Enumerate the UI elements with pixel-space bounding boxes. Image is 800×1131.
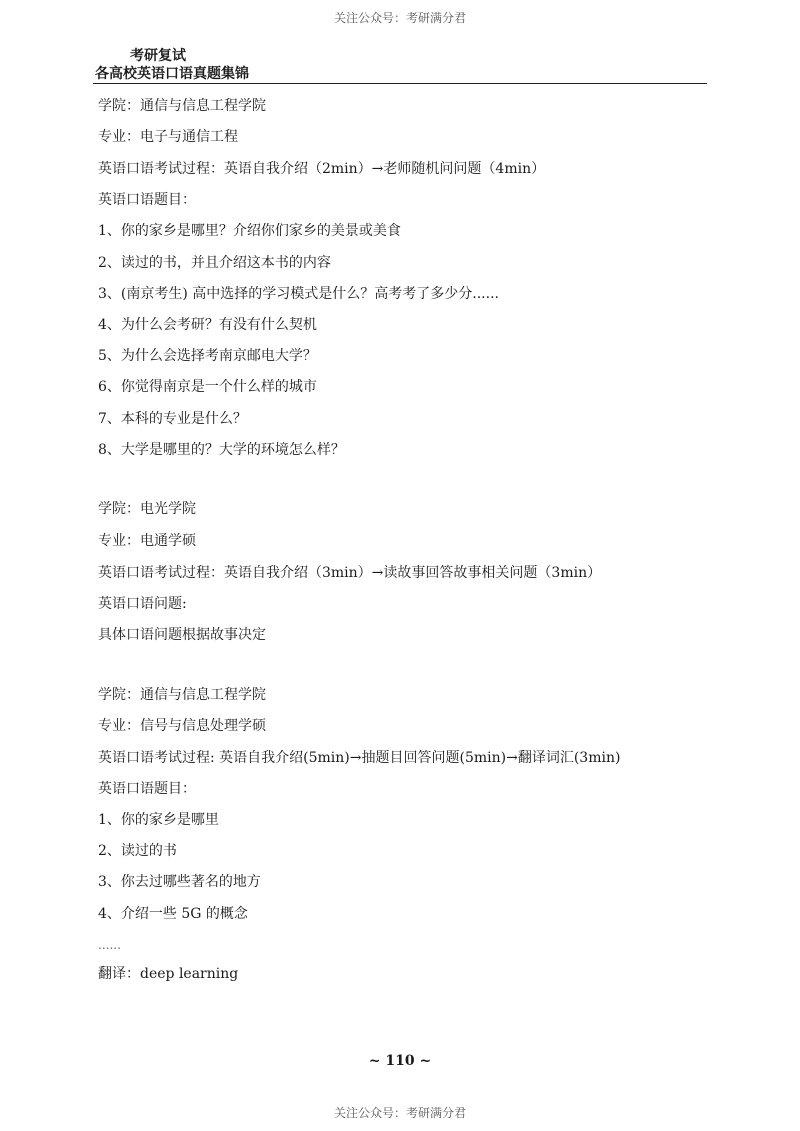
text-line: 专业：信号与信息处理学硕 <box>98 718 266 734</box>
footer-note: 关注公众号：考研满分君 <box>333 1106 466 1120</box>
list-item: 1、你的家乡是哪里？介绍你们家乡的美景或美食 <box>98 223 401 239</box>
list-item: 2、读过的书 <box>98 843 177 859</box>
doc-subtitle: 各高校英语口语真题集锦 <box>95 66 249 82</box>
ellipsis-line: ...... <box>98 938 121 952</box>
text-line: 英语口语题目： <box>98 781 196 797</box>
list-item: 3、(南京考生) 高中选择的学习模式是什么？高考考了多少分...... <box>98 286 499 302</box>
text-line: 翻译：deep learning <box>98 966 239 982</box>
text-line: 学院：通信与信息工程学院 <box>98 687 266 703</box>
list-item: 2、读过的书，并且介绍这本书的内容 <box>98 255 331 271</box>
text-line: 英语口语考试过程：英语自我介绍（3min）→读故事回答故事相关问题（3min） <box>98 565 602 581</box>
text-line: 具体口语问题根据故事决定 <box>98 627 266 643</box>
list-item: 5、为什么会选择考南京邮电大学？ <box>98 348 317 364</box>
text-line: 英语口语问题: <box>98 596 187 612</box>
list-item: 6、你觉得南京是一个什么样的城市 <box>98 379 317 395</box>
text-line: 学院：电光学院 <box>98 501 196 517</box>
text-line: 英语口语题目： <box>98 192 196 208</box>
page-number: ~ 110 ~ <box>368 1053 432 1069</box>
header-note: 关注公众号：考研满分君 <box>333 11 466 25</box>
list-item: 3、你去过哪些著名的地方 <box>98 874 261 890</box>
text-line: 专业：电子与通信工程 <box>98 129 238 145</box>
text-line: 英语口语考试过程: 英语自我介绍(5min)→抽题目回答问题(5min)→翻译词汇(3min) <box>98 750 621 766</box>
list-item: 1、你的家乡是哪里 <box>98 812 219 828</box>
list-item: 7、本科的专业是什么？ <box>98 411 247 427</box>
list-item: 8、大学是哪里的？大学的环境怎么样？ <box>98 442 345 458</box>
list-item: 4、为什么会考研？有没有什么契机 <box>98 317 317 333</box>
doc-title: 考研复试 <box>130 48 186 64</box>
text-line: 专业：电通学硕 <box>98 533 196 549</box>
text-line: 英语口语考试过程：英语自我介绍（2min）→老师随机问问题（4min） <box>98 161 546 177</box>
text-line: 学院：通信与信息工程学院 <box>98 98 266 114</box>
list-item: 4、介绍一些 5G 的概念 <box>98 906 248 922</box>
